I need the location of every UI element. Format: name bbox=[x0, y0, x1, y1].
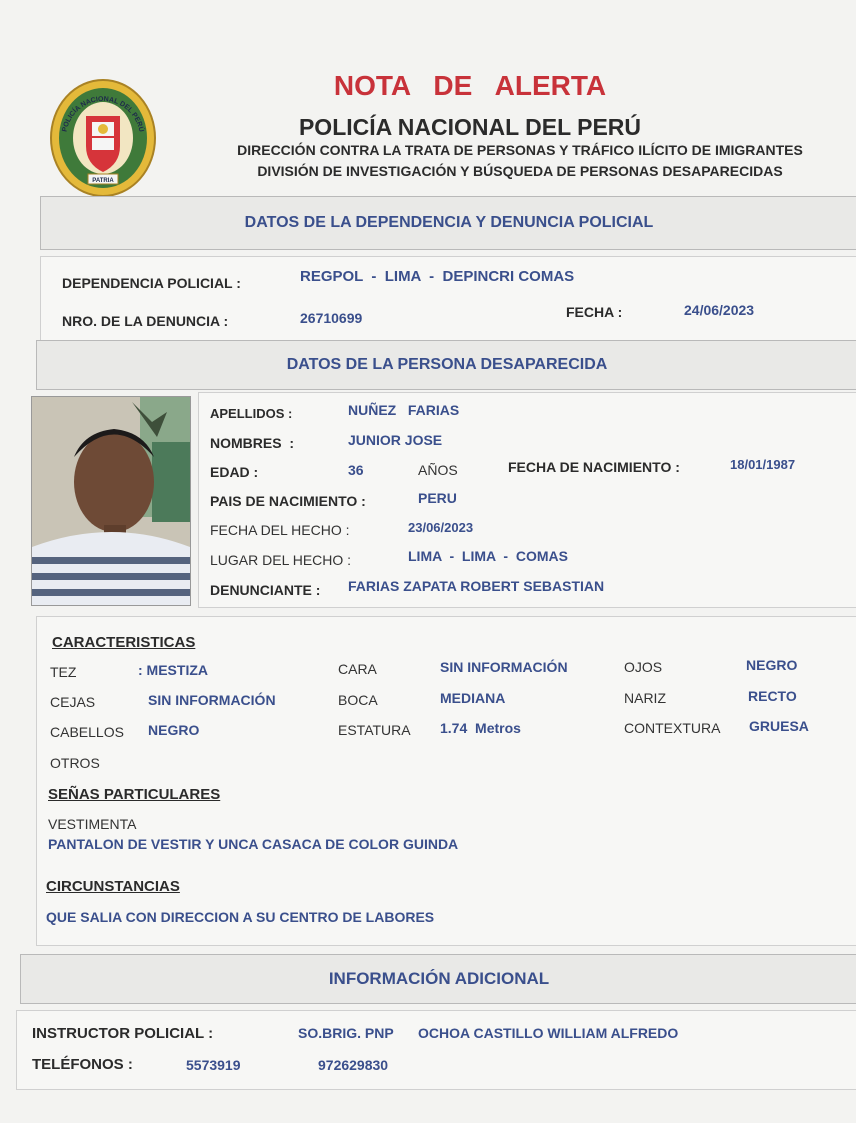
telefonos-label: TELÉFONOS : bbox=[32, 1056, 133, 1073]
persona-section-bar bbox=[36, 340, 856, 390]
nombres-label: NOMBRES : bbox=[210, 435, 294, 451]
lugar-value: LIMA - LIMA - COMAS bbox=[408, 548, 568, 564]
adicional-section-title: INFORMACIÓN ADICIONAL bbox=[328, 969, 550, 988]
dependencia-label: DEPENDENCIA POLICIAL : bbox=[62, 275, 241, 291]
pais-value: PERU bbox=[418, 490, 457, 506]
edad-value: 36 bbox=[348, 462, 364, 478]
seal-bottom-text: PATRIA bbox=[92, 178, 114, 184]
cara-value: SIN INFORMACIÓN bbox=[440, 659, 568, 675]
organization-name: POLICÍA NACIONAL DEL PERÚ bbox=[298, 114, 642, 140]
ojos-label: OJOS bbox=[624, 659, 663, 675]
nacimiento-value: 18/01/1987 bbox=[730, 457, 796, 472]
telefono-2: 972629830 bbox=[318, 1057, 389, 1073]
edad-label: EDAD : bbox=[210, 464, 259, 480]
alert-title: NOTA DE ALERTA bbox=[333, 70, 607, 101]
fecha-value: 24/06/2023 bbox=[684, 302, 755, 318]
missing-person-photo bbox=[31, 396, 191, 606]
caracteristicas-title: CARACTERISTICAS bbox=[52, 634, 196, 651]
nacimiento-label: FECHA DE NACIMIENTO : bbox=[508, 459, 680, 475]
instructor-label: INSTRUCTOR POLICIAL : bbox=[32, 1025, 214, 1042]
boca-value: MEDIANA bbox=[440, 690, 506, 706]
senas-title: SEÑAS PARTICULARES bbox=[48, 786, 221, 803]
estatura-value: 1.74 Metros bbox=[440, 720, 521, 736]
denuncia-value: 26710699 bbox=[300, 310, 363, 326]
nariz-value: RECTO bbox=[748, 688, 797, 704]
dependencia-value: REGPOL - LIMA - DEPINCRI COMAS bbox=[300, 268, 575, 285]
instructor-rank: SO.BRIG. PNP bbox=[298, 1025, 394, 1041]
seal-top-text: POLICÍA NACIONAL DEL PERÚ bbox=[61, 95, 145, 133]
dependencia-section-title: DATOS DE LA DEPENDENCIA Y DENUNCIA POLICIAL bbox=[244, 214, 654, 231]
contextura-value: GRUESA bbox=[749, 718, 809, 734]
adicional-section-bar bbox=[20, 954, 856, 1004]
police-seal bbox=[48, 76, 158, 200]
circunstancias-title: CIRCUNSTANCIAS bbox=[46, 878, 180, 895]
denuncia-label: NRO. DE LA DENUNCIA : bbox=[62, 313, 229, 329]
otros-label: OTROS bbox=[50, 755, 100, 771]
apellidos-value: NUÑEZ FARIAS bbox=[348, 402, 460, 418]
nariz-label: NARIZ bbox=[624, 690, 666, 706]
tez-label: TEZ bbox=[50, 664, 77, 680]
pais-label: PAIS DE NACIMIENTO : bbox=[210, 493, 366, 509]
cabellos-label: CABELLOS bbox=[50, 724, 124, 740]
persona-section-title: DATOS DE LA PERSONA DESAPARECIDA bbox=[286, 356, 608, 373]
fecha-label: FECHA : bbox=[566, 304, 623, 320]
fecha-hecho-value: 23/06/2023 bbox=[408, 520, 474, 535]
cabellos-value: NEGRO bbox=[148, 722, 200, 738]
tez-value: : MESTIZA bbox=[138, 662, 208, 678]
adicional-panel bbox=[16, 1010, 856, 1090]
estatura-label: ESTATURA bbox=[338, 722, 411, 738]
circunstancias-value: QUE SALIA CON DIRECCION A SU CENTRO DE LABORES bbox=[46, 909, 435, 925]
cejas-label: CEJAS bbox=[50, 694, 96, 710]
apellidos-label: APELLIDOS : bbox=[210, 406, 293, 421]
anos-label: AÑOS bbox=[418, 462, 458, 478]
direccion-line: DIRECCIÓN CONTRA LA TRATA DE PERSONAS Y TRÁFICO ILÍCITO DE IMIGRANTES bbox=[237, 142, 803, 158]
nombres-value: JUNIOR JOSE bbox=[348, 432, 443, 448]
instructor-name: OCHOA CASTILLO WILLIAM ALFREDO bbox=[418, 1025, 679, 1041]
contextura-label: CONTEXTURA bbox=[624, 720, 721, 736]
division-line: DIVISIÓN DE INVESTIGACIÓN Y BÚSQUEDA DE PERSONAS DESAPARECIDAS bbox=[257, 163, 783, 179]
denunciante-value: FARIAS ZAPATA ROBERT SEBASTIAN bbox=[348, 578, 605, 594]
dependencia-section-bar bbox=[40, 196, 856, 250]
vestimenta-label: VESTIMENTA bbox=[48, 816, 137, 832]
boca-label: BOCA bbox=[338, 692, 378, 708]
cejas-value: SIN INFORMACIÓN bbox=[148, 692, 276, 708]
denunciante-label: DENUNCIANTE : bbox=[210, 582, 321, 598]
ojos-value: NEGRO bbox=[746, 657, 798, 673]
cara-label: CARA bbox=[338, 661, 377, 677]
telefono-1: 5573919 bbox=[186, 1057, 241, 1073]
lugar-label: LUGAR DEL HECHO : bbox=[210, 552, 352, 568]
fecha-hecho-label: FECHA DEL HECHO : bbox=[210, 522, 350, 538]
vestimenta-value: PANTALON DE VESTIR Y UNCA CASACA DE COLOR GUINDA bbox=[48, 836, 459, 852]
